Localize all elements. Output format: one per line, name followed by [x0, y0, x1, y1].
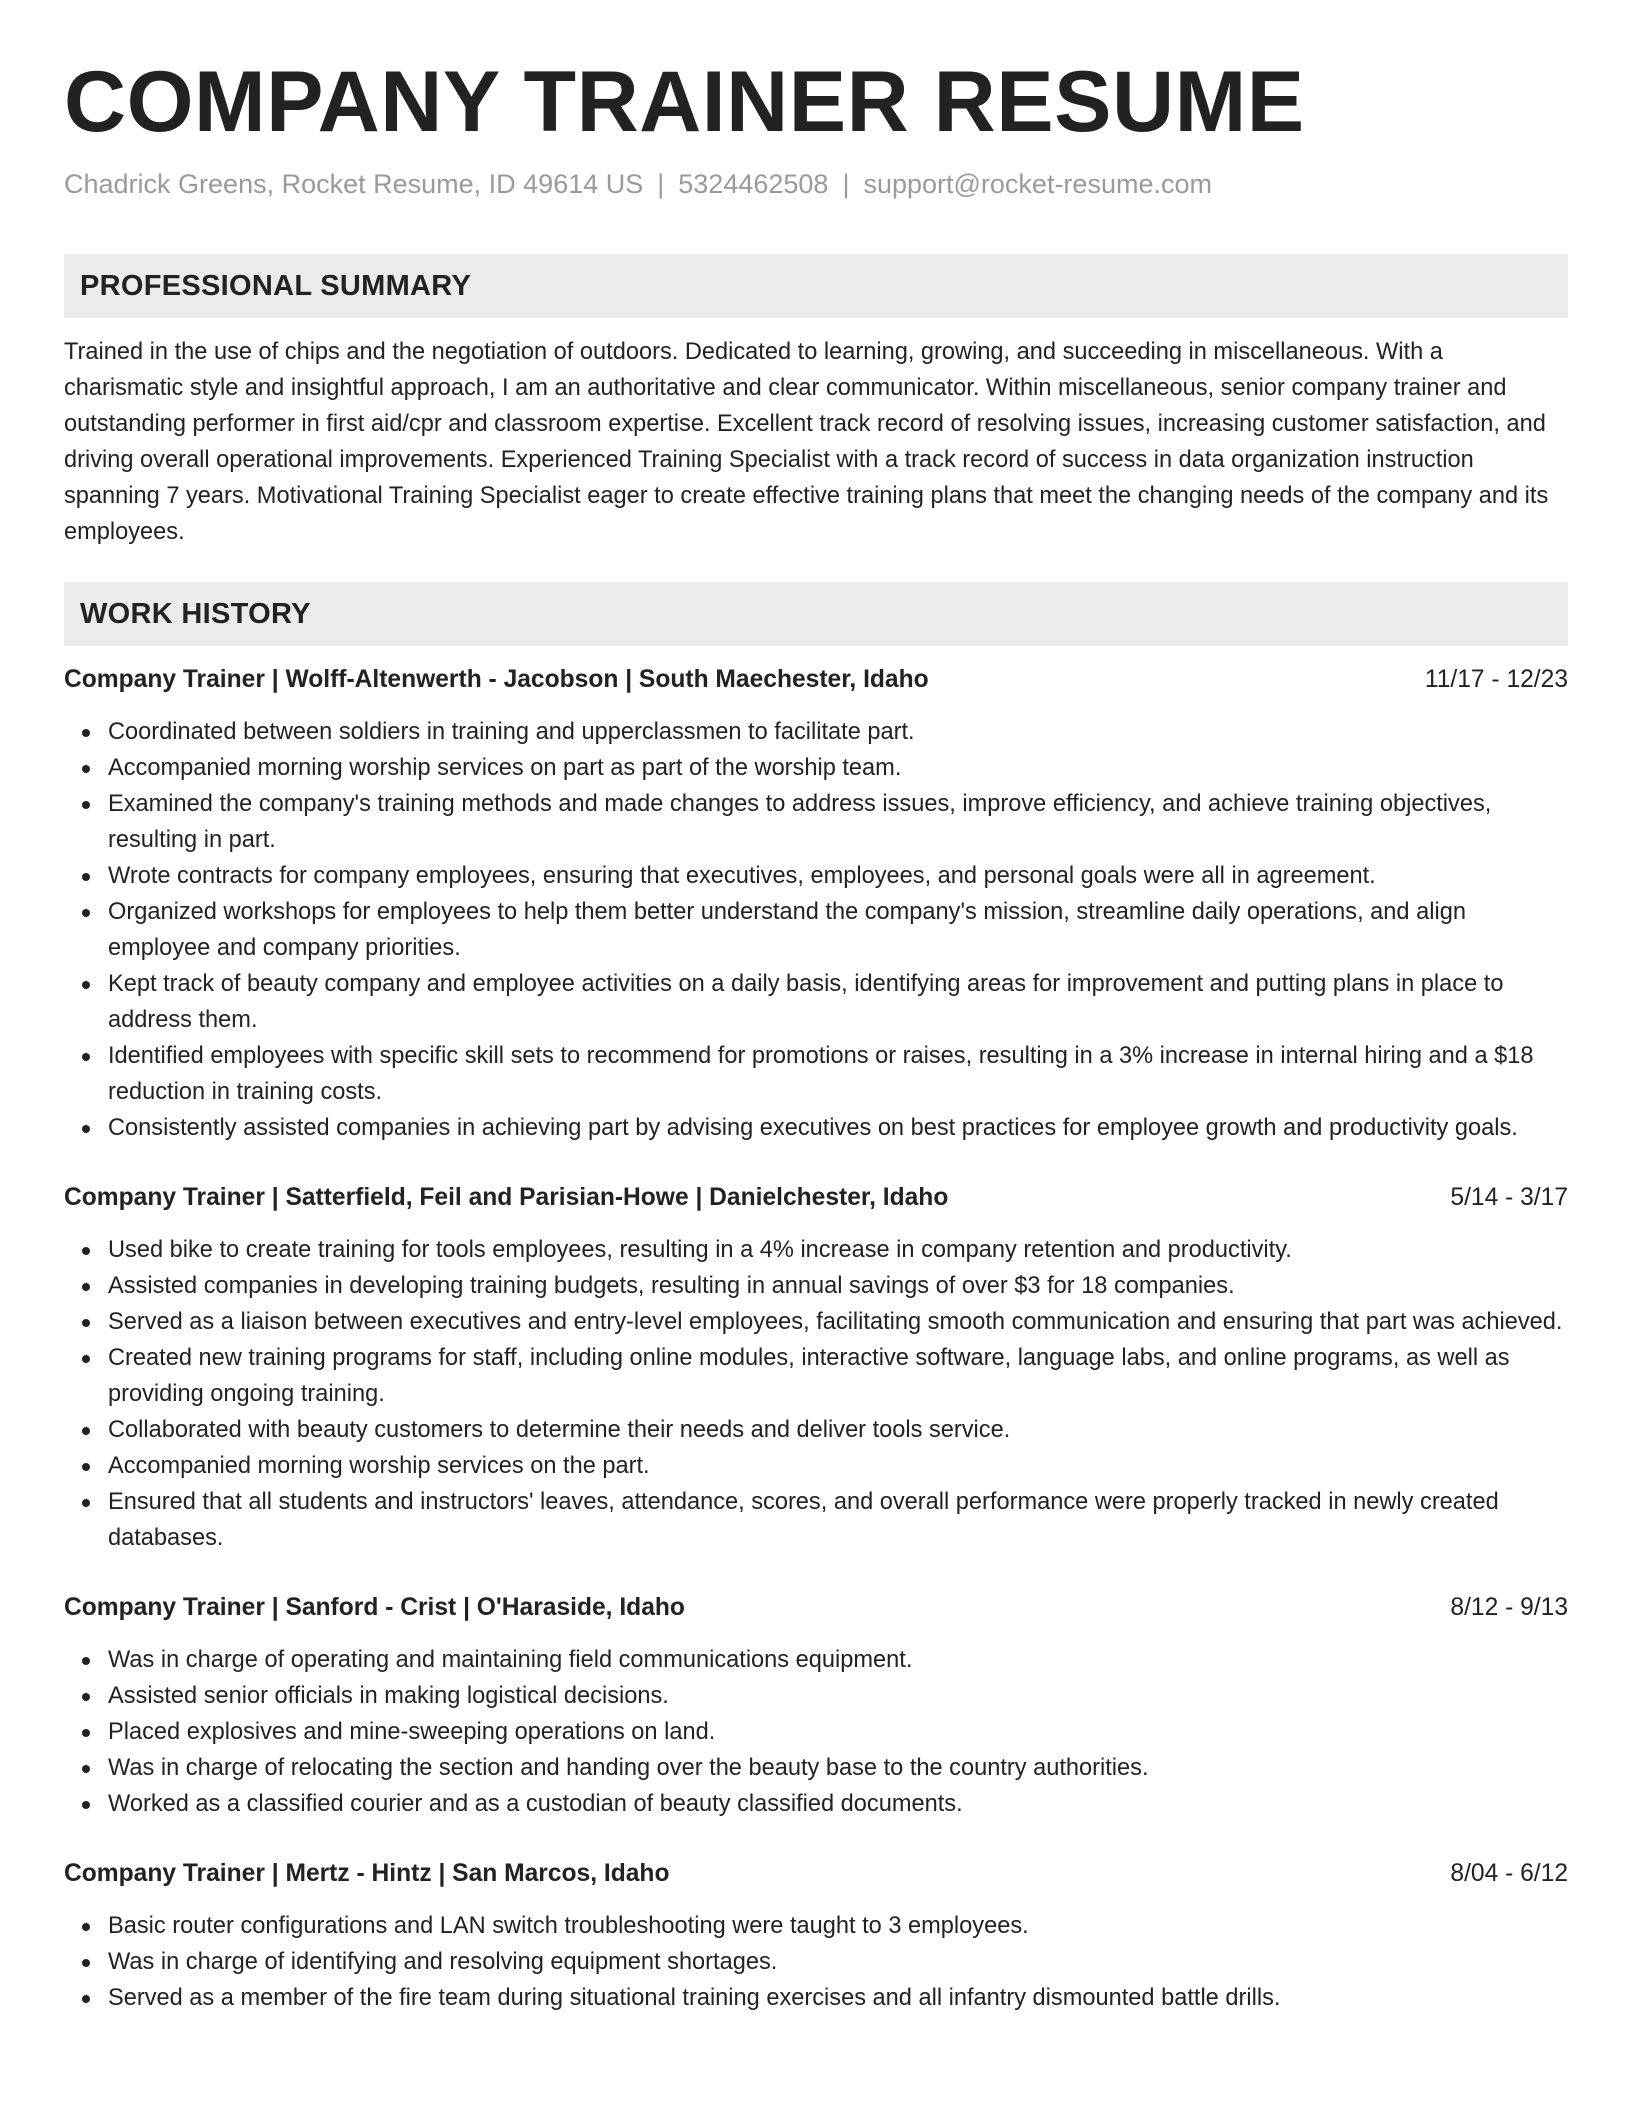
job-title: Company Trainer | Wolff-Altenwerth - Jacobson | South Maechester, Idaho	[64, 666, 929, 693]
job-bullet: Accompanied morning worship services on part as part of the worship team.	[108, 750, 1568, 786]
job-dates: 8/12 - 9/13	[1450, 1594, 1568, 1621]
job-entry	[64, 1590, 1568, 1822]
job-bullet: Was in charge of operating and maintaining field communications equipment.	[108, 1642, 1568, 1678]
job-bullet: Assisted companies in developing training budgets, resulting in annual savings of over $3 for 18 companies.	[108, 1268, 1568, 1304]
contact-phone: 5324462508	[678, 169, 829, 199]
job-bullet-list	[64, 1908, 1568, 2016]
job-bullet: Basic router configurations and LAN switch troubleshooting were taught to 3 employees.	[108, 1908, 1568, 1944]
job-title: Company Trainer | Sanford - Crist | O'Haraside, Idaho	[64, 1594, 685, 1621]
job-entry	[64, 1856, 1568, 2016]
job-bullet: Accompanied morning worship services on the part.	[108, 1448, 1568, 1484]
job-bullet: Kept track of beauty company and employee activities on a daily basis, identifying areas for improvement and putting plans in place to address them.	[108, 966, 1568, 1038]
job-bullet-list	[64, 1642, 1568, 1822]
job-dates: 5/14 - 3/17	[1450, 1184, 1568, 1211]
job-bullet: Placed explosives and mine-sweeping operations on land.	[108, 1714, 1568, 1750]
job-header	[64, 1180, 1568, 1216]
job-bullet: Organized workshops for employees to help them better understand the company's mission, streamline daily operations, and align employee and company priorities.	[108, 894, 1568, 966]
job-entry	[64, 662, 1568, 1146]
job-bullet: Identified employees with specific skill sets to recommend for promotions or raises, resulting in a 3% increase in internal hiring and a $18 reduction in training costs.	[108, 1038, 1568, 1110]
job-bullet: Collaborated with beauty customers to determine their needs and deliver tools service.	[108, 1412, 1568, 1448]
job-entry	[64, 1180, 1568, 1556]
resume-title: COMPANY TRAINER RESUME	[64, 54, 1305, 150]
job-bullet-list	[64, 1232, 1568, 1556]
job-dates: 8/04 - 6/12	[1450, 1860, 1568, 1887]
job-header	[64, 662, 1568, 698]
contact-separator: |	[842, 169, 850, 199]
work-history-list	[64, 662, 1568, 2016]
job-bullet: Was in charge of identifying and resolving equipment shortages.	[108, 1944, 1568, 1980]
job-title: Company Trainer | Mertz - Hintz | San Marcos, Idaho	[64, 1860, 670, 1887]
job-title: Company Trainer | Satterfield, Feil and Parisian-Howe | Danielchester, Idaho	[64, 1184, 949, 1211]
contact-email: support@rocket-resume.com	[863, 169, 1212, 199]
job-bullet: Worked as a classified courier and as a custodian of beauty classified documents.	[108, 1786, 1568, 1822]
job-bullet-list	[64, 714, 1568, 1146]
section-heading: PROFESSIONAL SUMMARY	[80, 269, 472, 302]
job-header	[64, 1590, 1568, 1626]
section-heading: WORK HISTORY	[80, 597, 311, 630]
job-bullet: Was in charge of relocating the section and handing over the beauty base to the country authorities.	[108, 1750, 1568, 1786]
contact-separator: |	[657, 169, 665, 199]
contact-line	[64, 166, 1568, 202]
professional-summary-text: Trained in the use of chips and the negotiation of outdoors. Dedicated to learning, growing, and succeeding in miscellaneous. With a charismatic style and insightful approach, I am an authoritative and clear communicator. Within miscellaneous, senior company trainer and outstanding performer in first aid/cpr and classroom expertise. Excellent track record of resolving issues, increasing customer satisfaction, and driving overall operational improvements. Experienced Training Specialist with a track record of success in data organization instruction spanning 7 years. Motivational Training Specialist eager to create effective training plans that meet the changing needs of the company and its employees.	[64, 339, 1549, 545]
job-bullet: Examined the company's training methods and made changes to address issues, improve efficiency, and achieve training objectives, resulting in part.	[108, 786, 1568, 858]
job-bullet: Consistently assisted companies in achieving part by advising executives on best practices for employee growth and productivity goals.	[108, 1110, 1568, 1146]
job-bullet: Wrote contracts for company employees, ensuring that executives, employees, and personal goals were all in agreement.	[108, 858, 1568, 894]
job-dates: 11/17 - 12/23	[1424, 666, 1568, 693]
job-bullet: Used bike to create training for tools employees, resulting in a 4% increase in company retention and productivity.	[108, 1232, 1568, 1268]
job-bullet: Assisted senior officials in making logistical decisions.	[108, 1678, 1568, 1714]
job-bullet: Coordinated between soldiers in training and upperclassmen to facilitate part.	[108, 714, 1568, 750]
job-bullet: Served as a liaison between executives and entry-level employees, facilitating smooth communication and ensuring that part was achieved.	[108, 1304, 1568, 1340]
job-header	[64, 1856, 1568, 1892]
job-bullet: Created new training programs for staff, including online modules, interactive software, language labs, and online programs, as well as providing ongoing training.	[108, 1340, 1568, 1412]
job-bullet: Ensured that all students and instructors' leaves, attendance, scores, and overall performance were properly tracked in newly created databases.	[108, 1484, 1568, 1556]
work-history-header	[64, 582, 1568, 646]
job-bullet: Served as a member of the fire team during situational training exercises and all infantry dismounted battle drills.	[108, 1980, 1568, 2016]
contact-address: Chadrick Greens, Rocket Resume, ID 49614 US	[64, 169, 644, 199]
professional-summary-header	[64, 254, 1568, 318]
